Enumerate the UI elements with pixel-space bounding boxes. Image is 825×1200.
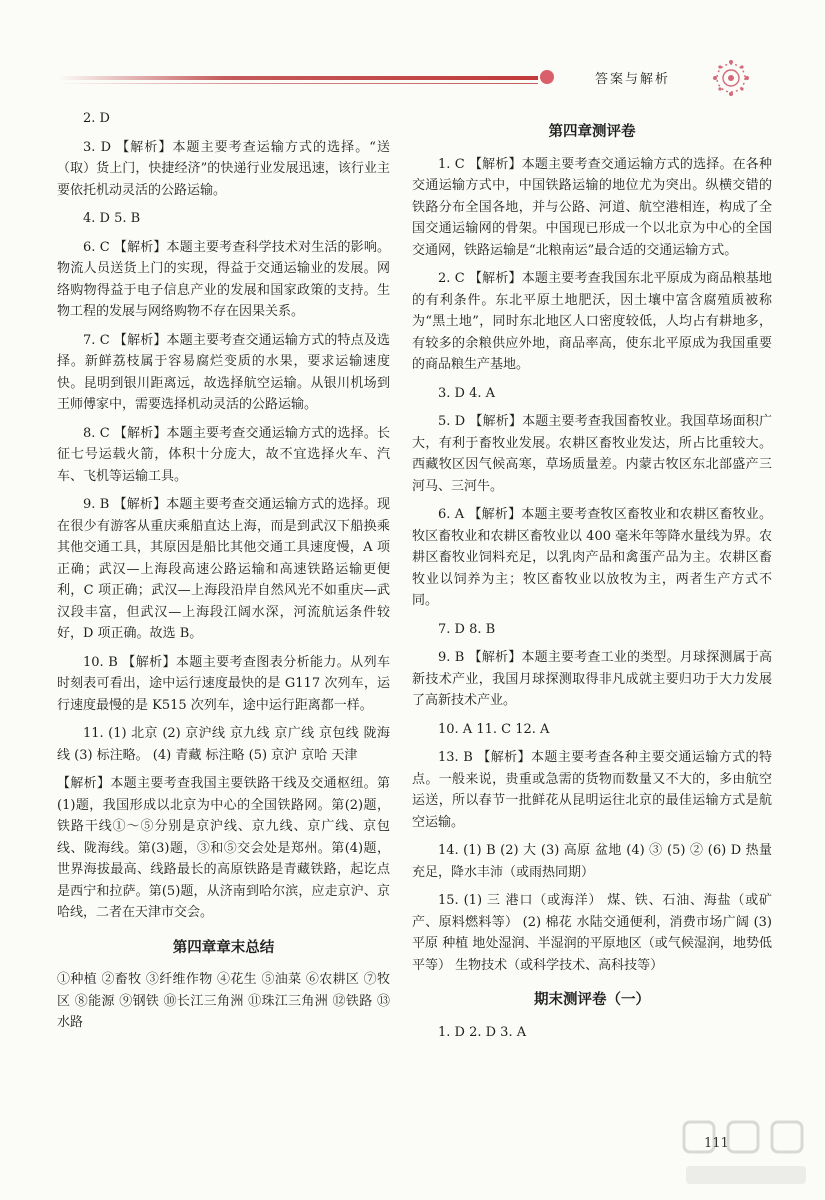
answer-paragraph: 15. (1) 三 港口（或海洋） 煤、铁、石油、海盐（或矿产、原料燃料等） (2) 棉花 水陆交通便利，消费市场广阔 (3) 平原 种植 地处湿润、半湿润的平原地区（或气候湿润，地势低平等） 生物技术（或科学技术、高科技等） [412, 893, 772, 973]
answer-paragraph: 2. C 【解析】本题主要考查我国东北平原成为商品粮基地的有利条件。东北平原土地肥沃，因土壤中富含腐殖质被称为“黑土地”，同时东北地区人口密度较低，人均占有耕地多，有较多的余粮供应外地，商品率高，使东北平原成为我国重要的商品粮生产基地。 [412, 271, 772, 372]
answer-paragraph: 3. D 【解析】本题主要考查运输方式的选择。“送（取）货上门，快捷经济”的快递行业发展迅速，该行业主要依托机动灵活的公路运输。 [57, 139, 390, 198]
section-title: 第四章测评卷 [548, 124, 636, 140]
header-rule-thin [58, 83, 538, 84]
answer-paragraph: 8. C 【解析】本题主要考查交通运输方式的选择。长征七号运载火箭，体积十分庞大，故不宜选择火车、汽车、飞机等运输工具。 [57, 425, 390, 484]
right-column [412, 108, 772, 1050]
summary-text: ①种植 ②畜牧 ③纤维作物 ④花生 ⑤油菜 ⑥农耕区 ⑦牧区 ⑧能源 ⑨钢铁 ⑩长江三角洲 ⑪珠江三角洲 ⑫铁路 ⑬水路 [57, 972, 390, 1030]
section-title: 第四章章末总结 [172, 939, 275, 956]
answer-paragraph: 9. B 【解析】本题主要考查交通运输方式的选择。现在很少有游客从重庆乘船直达上海，而是到武汉下船换乘其他交通工具，其原因是船比其他交通工具速度慢，A 项正确；武汉—上海段高速公路运输和高速铁路运输更便利，C 项正确；武汉—上海段沿岸自然风光不如重庆—武汉段丰富，但武汉—上海段江阔水深，河流航运条件较好，D 项正确。故选 B。 [57, 497, 390, 641]
answer-paragraph: 9. B 【解析】本题主要考查工业的类型。月球探测属于高新技术产业，我国月球探测取得非凡成就主要归功于大力发展了高新技术产业。 [412, 650, 772, 708]
answer-paragraph: 7. D 8. B [438, 621, 496, 637]
page-number: 111 [704, 1136, 729, 1151]
answer-paragraph: 【解析】本题主要考查我国主要铁路干线及交通枢纽。第(1)题，我国形成以北京为中心的全国铁路网。第(2)题，铁路干线①～⑤分别是京沪线、京九线、京广线、京包线、陇海线。第(3)题，③和⑤交会处是郑州。第(4)题，世界海拔最高、线路最长的高原铁路是青藏铁路，起讫点是西宁和拉萨。第(5)题，从济南到哈尔滨，应走京沪、京哈线，二者在天津市交会。 [57, 776, 390, 920]
section-label: 答案与解析 [595, 72, 671, 87]
answer-paragraph: 11. (1) 北京 (2) 京沪线 京九线 京广线 京包线 陇海线 (3) 标注略。 (4) 青藏 标注略 (5) 京沪 京哈 天津 [57, 726, 390, 763]
answer-paragraph: 1. C 【解析】本题主要考查交通运输方式的选择。在各种交通运输方式中，中国铁路运输的地位尤为突出。纵横交错的铁路分布全国各地，并与公路、河道、航空港相连，构成了全国交通运输网的骨架。中国现已形成一个以北京为中心的全国交通网，铁路运输是“北粮南运”最合适的交通运输方式。 [412, 156, 772, 258]
header-rule [58, 76, 538, 80]
answer-paragraph: 1. D 2. D 3. A [438, 1024, 527, 1040]
watermark-logo-icon [672, 1114, 822, 1194]
answer-paragraph: 13. B 【解析】本题主要考查各种主要交通运输方式的特点。一般来说，贵重或急需的货物而数量又不大的，多由航空运送，所以春节一批鲜花从昆明运往北京的最佳运输方式是航空运输。 [412, 750, 772, 830]
answer-paragraph: 10. B 【解析】本题主要考查图表分析能力。从列车时刻表可看出，途中运行速度最快的是 G117 次列车，运行速度最慢的是 K515 次列车，途中运行距离都一样。 [57, 654, 390, 713]
answer-paragraph: 10. A 11. C 12. A [438, 721, 550, 737]
answer-paragraph: 7. C 【解析】本题主要考查交通运输方式的特点及选择。新鲜荔枝属于容易腐烂变质的水果，要求运输速度快。昆明到银川距离远，故选择航空运输。从银川机场到王师傅家中，需要选择机动灵活的公路运输。 [57, 332, 390, 412]
answer-paragraph: 5. D 【解析】本题主要考查我国畜牧业。我国草场面积广大，有利于畜牧业发展。农耕区畜牧业发达，所占比重较大。西藏牧区因气候高寒，草场质量差。内蒙古牧区东北部盛产三河马、三河牛。 [412, 414, 772, 494]
answer-paragraph: 2. D [83, 111, 110, 126]
answer-paragraph: 4. D 5. B [83, 211, 141, 226]
answer-paragraph: 6. A 【解析】本题主要考查牧区畜牧业和农耕区畜牧业。牧区畜牧业和农耕区畜牧业以 400 毫米年等降水量线为界。农耕区畜牧业饲料充足，以乳肉产品和禽蛋产品为主。农耕区畜牧业以饲养为主；牧区畜牧业以放牧为主，两者生产方式不同。 [412, 507, 772, 608]
answer-paragraph: 6. C 【解析】本题主要考查科学技术对生活的影响。物流人员送货上门的实现，得益于交通运输业的发展。网络购物得益于电子信息产业的发展和国家政策的支持。生物工程的发展与网络购物不存在因果关系。 [57, 239, 390, 319]
left-column [57, 108, 390, 1041]
answer-paragraph: 3. D 4. A [438, 385, 496, 401]
flower-emblem-icon [708, 58, 754, 98]
header-dot-icon [540, 70, 554, 84]
answer-paragraph: 14. (1) B (2) 大 (3) 高原 盆地 (4) ③ (5) ② (6) D 热量充足，降水丰沛（或雨热同期） [412, 843, 772, 880]
page-header [0, 0, 825, 110]
section-title: 期末测评卷（一） [534, 992, 650, 1008]
